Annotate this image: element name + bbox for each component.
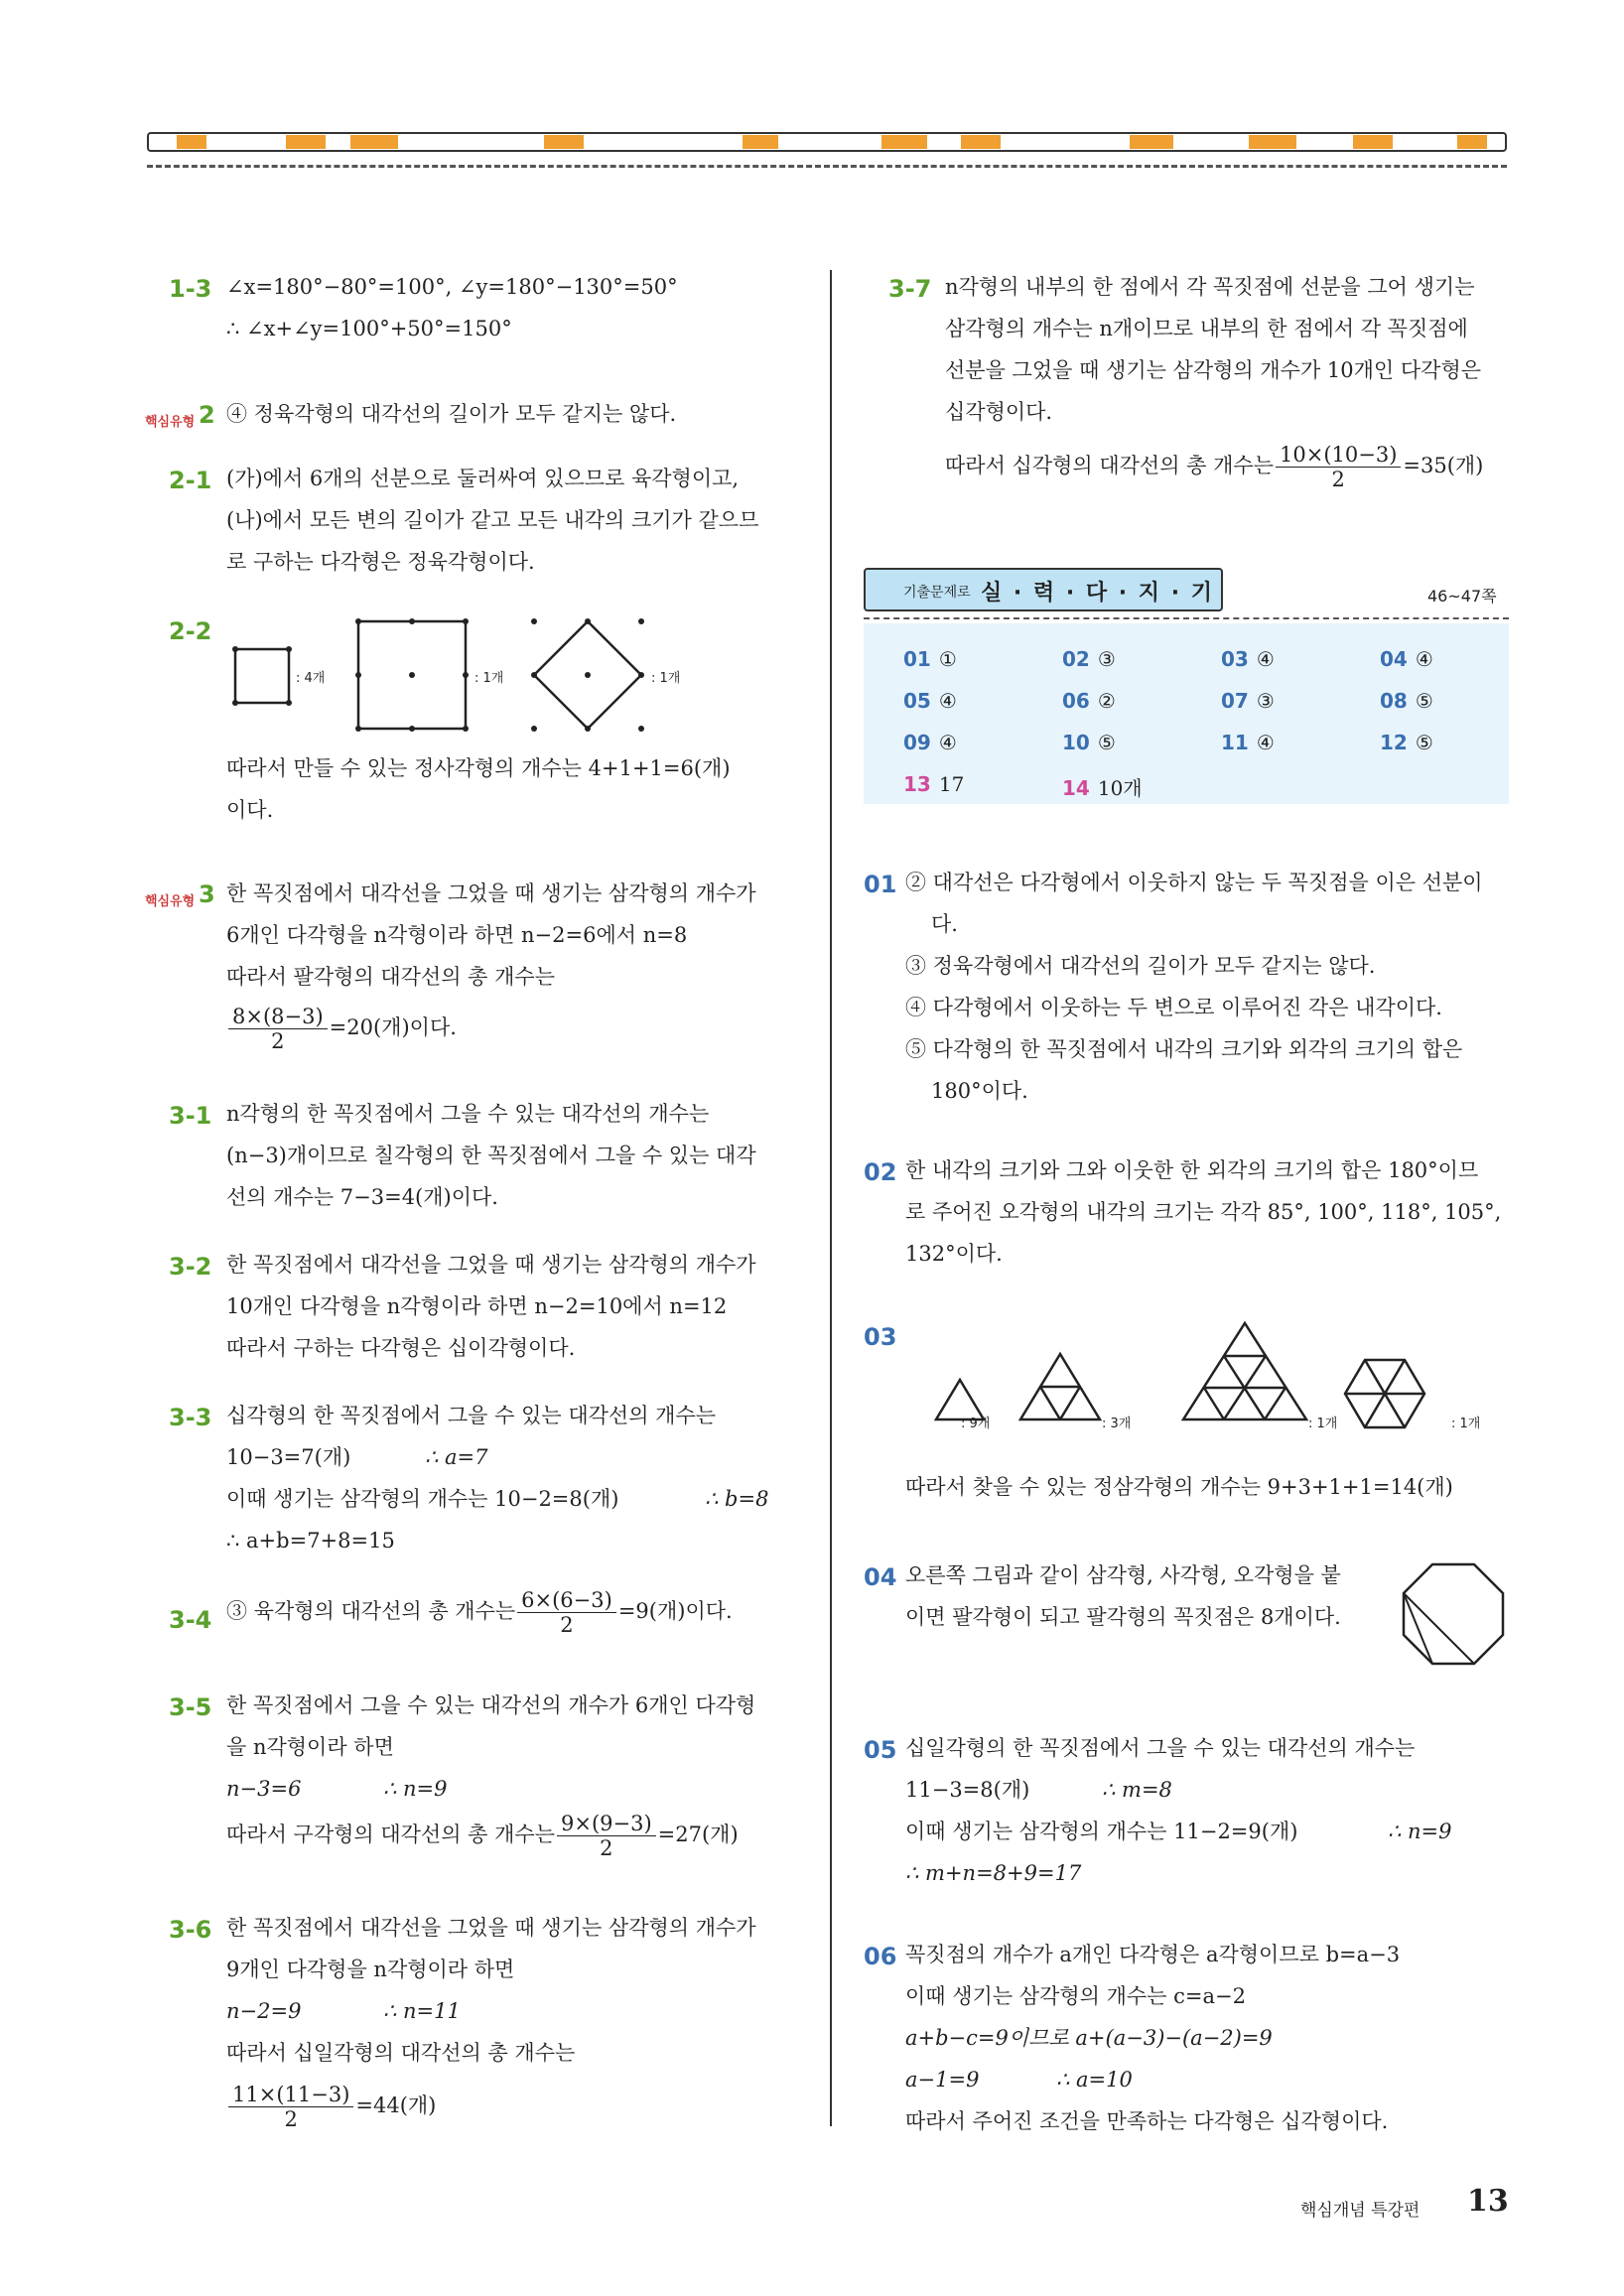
answer-item: 08 ⑤ (1380, 689, 1433, 713)
solution-line: 따라서 십일각형의 대각선의 총 개수는 (226, 2041, 576, 2065)
figure-count-label: : 3개 (1102, 1417, 1132, 1431)
solution-line: (가)에서 6개의 선분으로 둘러싸여 있으므로 육각형이고, (226, 467, 740, 490)
problem-number: 3 (199, 880, 215, 908)
solution-line: 꼭짓점의 개수가 a개인 다각형은 a각형이므로 b=a−3 (905, 1943, 1401, 1966)
header-dashed-rule (147, 165, 1507, 168)
section-subtitle: 기출문제로 (903, 585, 971, 601)
solution-line: 십일각형의 한 꼭짓점에서 그을 수 있는 대각선의 개수는 (905, 1736, 1416, 1760)
solution-line: 한 내각의 크기와 그와 이웃한 한 외각의 크기의 합은 180°이므 (905, 1158, 1479, 1182)
question-number: 03 (864, 1323, 897, 1351)
fraction-line: ③ 육각형의 대각선의 총 개수는 $\frac{6\times(6-3)}{2}$ =9(개)이다. (226, 1588, 733, 1637)
solution-line: ④ 다각형에서 이웃하는 두 변으로 이루어진 각은 내각이다. (905, 996, 1442, 1019)
solution-line: ③ 정육각형에서 대각선의 길이가 모두 같지는 않다. (905, 954, 1376, 978)
solution-line: ∴ m+n=8+9=17 (905, 1861, 1082, 1885)
solution-line: ∠x=180°−80°=100°, ∠y=180°−130°=50° (226, 275, 678, 299)
solution-line: 따라서 구하는 다각형은 십이각형이다. (226, 1336, 576, 1360)
question-number: 06 (864, 1943, 897, 1970)
solution-line: 이면 팔각형이 되고 팔각형의 꼭짓점은 8개이다. (905, 1605, 1341, 1629)
problem-number: 3-1 (169, 1102, 212, 1130)
solution-line: ② 대각선은 다각형에서 이웃하지 않는 두 꼭짓점을 이은 선분이 (905, 871, 1483, 894)
solution-line: ∴ m=8 (1102, 1778, 1172, 1802)
problem-number: 1-3 (169, 275, 212, 303)
solution-line: ∴ a+b=7+8=15 (226, 1529, 395, 1553)
problem-number: 2-2 (169, 617, 212, 645)
figure-count-label: : 1개 (1451, 1417, 1481, 1431)
problem-number: 3-6 (169, 1916, 212, 1944)
practice-section-header (864, 568, 1223, 611)
solution-line: 이때 생기는 삼각형의 개수는 c=a−2 (905, 1984, 1246, 2008)
section-title: 실 · 력 · 다 · 지 · 기 (981, 581, 1214, 606)
question-number: 05 (864, 1736, 897, 1764)
answer-item: 10 ⑤ (1062, 731, 1116, 754)
figure-count-label: : 1개 (474, 671, 504, 686)
solution-line: 이때 생기는 삼각형의 개수는 11−2=9(개) (905, 1820, 1298, 1843)
answer-key-box (864, 623, 1509, 804)
solution-line: 이다. (226, 798, 274, 822)
solution-line: 이때 생기는 삼각형의 개수는 10−2=8(개) (226, 1487, 619, 1511)
footer-book-title: 핵심개념 특강편 (1300, 2201, 1421, 2221)
solution-line: 로 주어진 오각형의 내각의 크기는 각각 85°, 100°, 118°, 105°, (905, 1200, 1502, 1224)
fraction-line: 따라서 십각형의 대각선의 총 개수는 $\frac{10\times(10-3)}{2}$ =35(개) (945, 443, 1484, 491)
question-number: 04 (864, 1563, 897, 1591)
answer-item: 09 ④ (903, 731, 957, 754)
solution-line: 따라서 팔각형의 대각선의 총 개수는 (226, 965, 555, 989)
answer-item: 13 17 (903, 772, 965, 796)
octagon-figure (1400, 1560, 1509, 1670)
solution-line: ∴ n=11 (383, 1999, 461, 2023)
answer-item: 04 ④ (1380, 647, 1433, 671)
answer-item: 03 ④ (1221, 647, 1275, 671)
solution-line: 180°이다. (931, 1079, 1028, 1103)
solution-line: 한 꼭짓점에서 대각선을 그었을 때 생기는 삼각형의 개수가 (226, 881, 756, 905)
solution-line: 다. (931, 912, 958, 936)
core-type-tag: 핵심유형 (145, 894, 196, 909)
solution-line: 132°이다. (905, 1242, 1003, 1266)
answer-item: 05 ④ (903, 689, 957, 713)
solution-line: 선분을 그었을 때 생기는 삼각형의 개수가 10개인 다각형은 (945, 358, 1482, 382)
solution-line: 따라서 찾을 수 있는 정삼각형의 개수는 9+3+1+1=14(개) (905, 1475, 1453, 1499)
solution-line: n−2=9 (226, 1999, 302, 2023)
solution-line: 10−3=7(개) (226, 1445, 351, 1469)
figure-count-label: : 1개 (651, 671, 681, 686)
fraction-line: $\frac{11\times(11-3)}{2}$ =44(개) (226, 2083, 436, 2131)
page-range: 46~47쪽 (1427, 587, 1497, 606)
solution-line: n−3=6 (226, 1777, 302, 1801)
answer-item: 12 ⑤ (1380, 731, 1433, 754)
core-type-tag: 핵심유형 (145, 415, 196, 430)
solution-line: 오른쪽 그림과 같이 삼각형, 사각형, 오각형을 붙 (905, 1563, 1341, 1587)
solution-line: ∴ b=8 (705, 1487, 769, 1511)
solution-line: ∴ n=9 (1388, 1820, 1452, 1843)
solution-line: n각형의 내부의 한 점에서 각 꼭짓점에 선분을 그어 생기는 (945, 275, 1475, 299)
figure-count-label: : 9개 (961, 1417, 991, 1431)
figure-count-label: : 1개 (1308, 1417, 1338, 1431)
solution-line: ⑤ 다각형의 한 꼭짓점에서 내각의 크기와 외각의 크기의 합은 (905, 1037, 1463, 1061)
solution-line: 십각형이다. (945, 400, 1053, 424)
solution-line: 9개인 다각형을 n각형이라 하면 (226, 1958, 515, 1981)
problem-number: 2 (199, 401, 215, 429)
answer-item: 02 ③ (1062, 647, 1116, 671)
solution-line: 따라서 주어진 조건을 만족하는 다각형은 십각형이다. (905, 2109, 1389, 2133)
problem-number: 3-2 (169, 1253, 212, 1281)
question-number: 01 (864, 871, 897, 898)
solution-line: 삼각형의 개수는 n개이므로 내부의 한 점에서 각 꼭짓점에 (945, 317, 1468, 340)
triangle-count-figure (903, 1320, 1519, 1469)
problem-number: 3-3 (169, 1404, 212, 1431)
solution-line: 한 꼭짓점에서 대각선을 그었을 때 생기는 삼각형의 개수가 (226, 1916, 756, 1940)
solution-line: 따라서 만들 수 있는 정사각형의 개수는 4+1+1=6(개) (226, 756, 731, 780)
solution-line: 6개인 다각형을 n각형이라 하면 n−2=6에서 n=8 (226, 923, 688, 947)
problem-number: 2-1 (169, 467, 212, 494)
solution-line: 한 꼭짓점에서 대각선을 그었을 때 생기는 삼각형의 개수가 (226, 1253, 756, 1277)
problem-number: 3-4 (169, 1606, 212, 1634)
solution-line: 십각형의 한 꼭짓점에서 그을 수 있는 대각선의 개수는 (226, 1404, 717, 1427)
panel-dashed-rule (864, 617, 1509, 619)
solution-line: ∴ a=7 (425, 1445, 488, 1469)
solution-line: 로 구하는 다각형은 정육각형이다. (226, 550, 535, 574)
solution-line: ∴ n=9 (383, 1777, 448, 1801)
answer-item: 11 ④ (1221, 731, 1275, 754)
solution-line: n각형의 한 꼭짓점에서 그을 수 있는 대각선의 개수는 (226, 1102, 710, 1126)
fraction-line: 따라서 구각형의 대각선의 총 개수는 $\frac{9\times(9-3)}{2}$ =27(개) (226, 1812, 739, 1860)
solution-line: 을 n각형이라 하면 (226, 1735, 394, 1759)
answer-item: 06 ② (1062, 689, 1116, 713)
solution-line: ∴ ∠x+∠y=100°+50°=150° (226, 317, 512, 340)
solution-line: a−1=9 (905, 2068, 980, 2092)
question-number: 02 (864, 1158, 897, 1186)
column-divider (830, 270, 832, 2126)
solution-line: ④ 정육각형의 대각선의 길이가 모두 같지는 않다. (226, 402, 677, 426)
figure-count-label: : 4개 (296, 671, 326, 686)
page-number: 13 (1467, 2184, 1509, 2219)
solution-line: 10개인 다각형을 n각형이라 하면 n−2=10에서 n=12 (226, 1294, 728, 1318)
solution-line: a+b−c=9이므로 a+(a−3)−(a−2)=9 (905, 2026, 1273, 2050)
answer-item: 14 10개 (1062, 776, 1143, 800)
solution-line: ∴ a=10 (1056, 2068, 1133, 2092)
fraction-line: $\frac{8\times(8-3)}{2}$ =20(개)이다. (226, 1005, 457, 1053)
solution-line: 11−3=8(개) (905, 1778, 1030, 1802)
answer-item: 01 ① (903, 647, 957, 671)
solution-line: (n−3)개이므로 칠각형의 한 꼭짓점에서 그을 수 있는 대각 (226, 1144, 756, 1167)
problem-number: 3-5 (169, 1693, 212, 1721)
problem-number: 3-7 (888, 275, 932, 303)
header-decoration-band (147, 131, 1507, 153)
solution-line: (나)에서 모든 변의 길이가 같고 모든 내각의 크기가 같으므 (226, 508, 759, 532)
solution-line: 선의 개수는 7−3=4(개)이다. (226, 1185, 498, 1209)
solution-line: 한 꼭짓점에서 그을 수 있는 대각선의 개수가 6개인 다각형 (226, 1693, 756, 1717)
answer-item: 07 ③ (1221, 689, 1275, 713)
